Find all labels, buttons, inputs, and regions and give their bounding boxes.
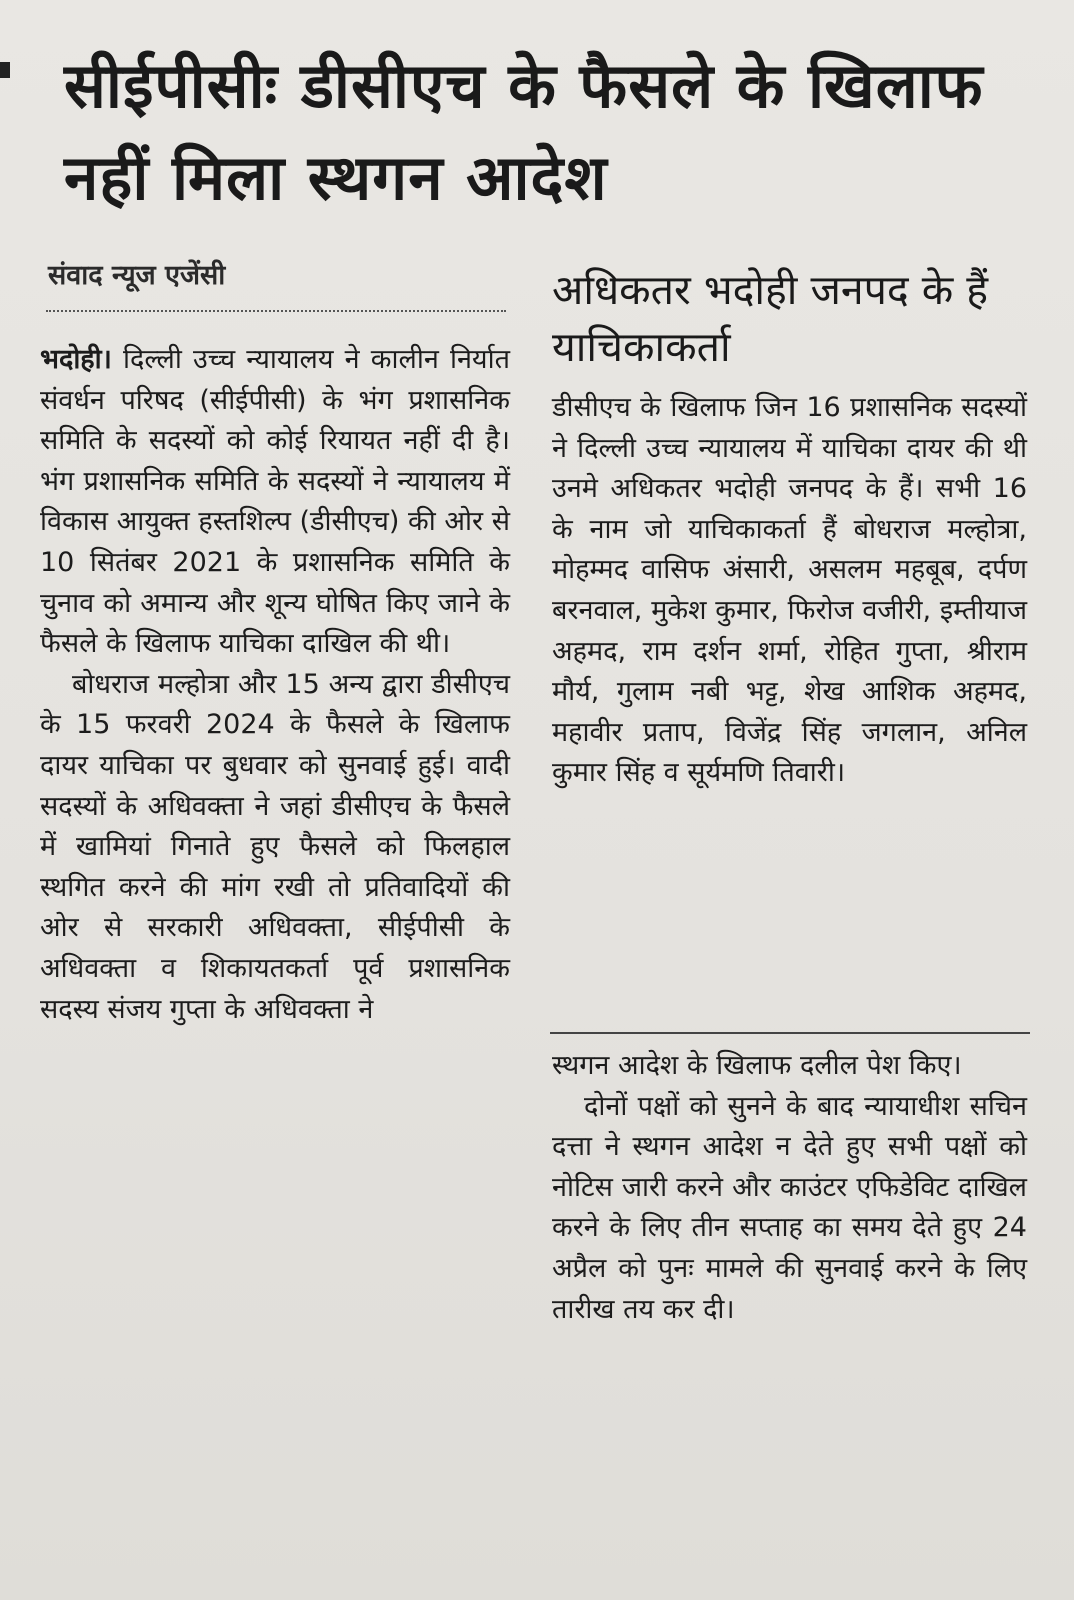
right-column-top <box>552 388 1027 794</box>
dateline: भदोही। <box>40 344 112 375</box>
subheading: अधिकतर भदोही जनपद के हैं याचिकाकर्ता <box>552 266 989 371</box>
headline: सीईपीसीः डीसीएच के फैसले के खिलाफ नहीं मिला स्थगन आदेश <box>64 49 984 214</box>
byline: संवाद न्यूज एजेंसी <box>48 260 226 291</box>
left-column <box>40 340 510 1030</box>
headline-bullet-mark <box>0 62 10 78</box>
left-paragraph-1-text: दिल्ली उच्च न्यायालय ने कालीन निर्यात संवर्धन परिषद (सीईपीसी) के भंग प्रशासनिक समिति के सदस्यों को कोई रियायत नहीं दी है। भंग प्रशासनिक समिति के सदस्यों ने न्यायालय में विकास आयुक्त हस्तशिल्प (डीसीएच) की ओर से 10 सितंबर 2021 के प्रशासनिक समिति के चुनाव को अमान्य और शून्य घोषित किए जाने के फैसले के खिलाफ याचिका दाखिल की थी। <box>40 344 510 660</box>
right-column-bottom <box>552 1046 1027 1330</box>
left-paragraph-2: बोधराज मल्होत्रा और 15 अन्य द्वारा डीसीएच के 15 फरवरी 2024 के फैसले के खिलाफ दायर याचिका पर बुधवार को सुनवाई हुई। वादी सदस्यों के अधिवक्ता ने जहां डीसीएच के फैसले में खामियां गिनाते हुए फैसले को फिलहाल स्थगित करने की मांग रखी तो प्रतिवादियों की ओर से सरकारी अधिवक्ता, सीईपीसी के अधिवक्ता व शिकायतकर्ता पूर्व प्रशासनिक सदस्य संजय गुप्ता के अधिवक्ता ने <box>40 668 510 1025</box>
right-paragraph-1: डीसीएच के खिलाफ जिन 16 प्रशासनिक सदस्यों ने दिल्ली उच्च न्यायालय में याचिका दायर की थी उनमे अधिकतर भदोही जनपद के हैं। सभी 16 के नाम जो याचिकाकर्ता हैं बोधराज मल्होत्रा, मोहम्मद वासिफ अंसारी, असलम महबूब, दर्पण बरनवाल, मुकेश कुमार, फिरोज वजीरी, इम्तीयाज अहमद, राम दर्शन शर्मा, रोहित गुप्ता, श्रीराम मौर्य, गुलाम नबी भट्ट, शेख आशिक अहमद, महावीर प्रताप, विजेंद्र सिंह जगलान, अनिल कुमार सिंह व सूर्यमणि तिवारी। <box>552 392 1027 789</box>
column-divider <box>550 1032 1030 1034</box>
right-paragraph-3: दोनों पक्षों को सुनने के बाद न्यायाधीश सचिन दत्ता ने स्थगन आदेश न देते हुए सभी पक्षों को नोटिस जारी करने और काउंटर एफिडेविट दाखिल करने के लिए तीन सप्ताह का समय देते हुए 24 अप्रैल को पुनः मामले की सुनवाई करने के लिए तारीख तय कर दी। <box>552 1090 1027 1325</box>
left-paragraph-1 <box>40 340 510 665</box>
right-paragraph-2: स्थगन आदेश के खिलाफ दलील पेश किए। <box>552 1050 962 1081</box>
byline-divider <box>46 310 506 312</box>
